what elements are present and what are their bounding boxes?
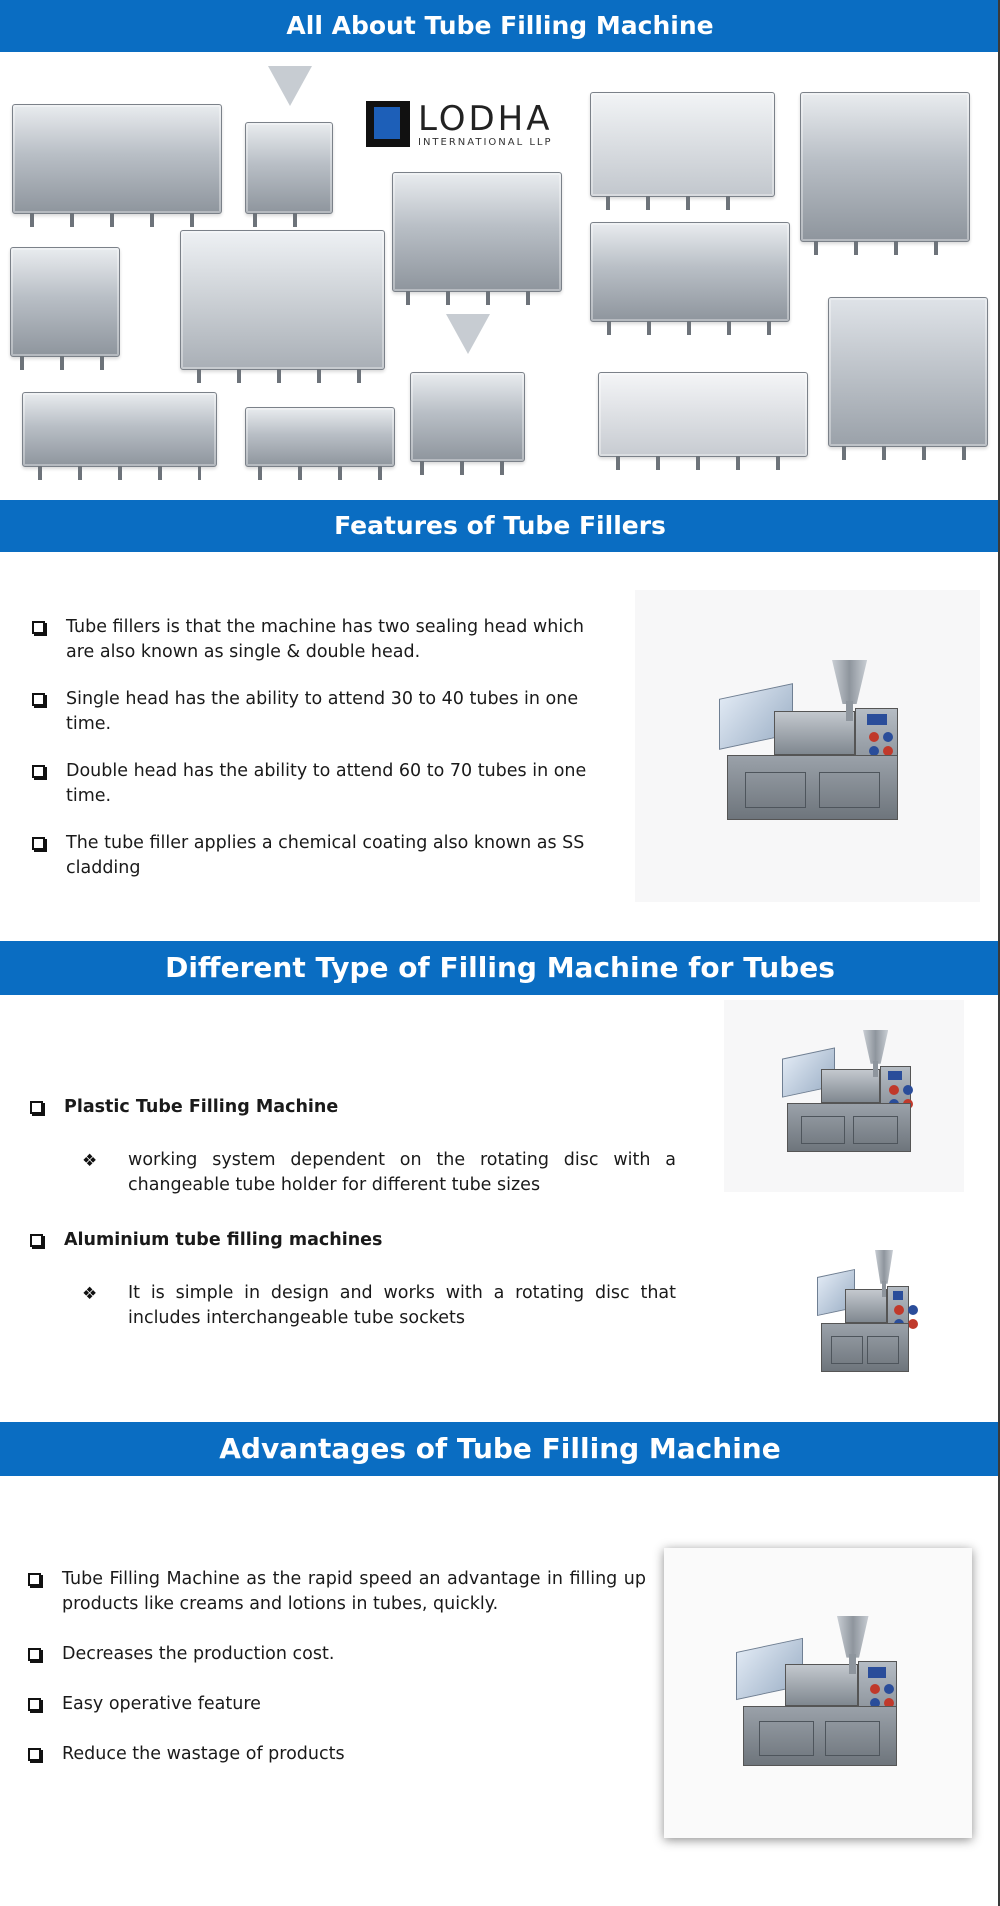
list-item [26, 1642, 646, 1667]
list-item [30, 831, 610, 881]
machine-image [598, 372, 808, 457]
four-diamond-icon: ❖ [82, 1151, 98, 1171]
type-heading: Aluminium tube filling machines [64, 1230, 383, 1250]
feature-text: The tube filler applies a chemical coating also known as SS cladding [66, 833, 585, 878]
type-detail: working system dependent on the rotating disc with a changeable tube holder for different tube sizes [128, 1150, 676, 1195]
machine-image [590, 222, 790, 322]
banner-advantages [0, 1422, 1000, 1476]
feature-text: Single head has the ability to attend 30 to 40 tubes in one time. [66, 689, 579, 734]
advantage-text: Decreases the production cost. [62, 1644, 335, 1664]
checkbox-square-icon [30, 1101, 43, 1114]
four-diamond-icon: ❖ [82, 1284, 98, 1304]
list-item [28, 1095, 676, 1120]
machine-collage [0, 52, 998, 500]
banner-types [0, 941, 1000, 995]
list-item [26, 1567, 646, 1617]
checkbox-square-icon [28, 1698, 41, 1711]
tube-filler-machine [715, 660, 910, 830]
machine-image [828, 297, 988, 447]
machine-image [590, 92, 775, 197]
aluminium-tube-filler-image [790, 1240, 930, 1390]
list-item [30, 759, 610, 809]
machine-image [410, 372, 525, 462]
banner-types-title: Different Type of Filling Machine for Tubes [165, 951, 835, 984]
hopper-icon [268, 66, 312, 106]
list-item [28, 1228, 676, 1253]
checkbox-square-icon [30, 1234, 43, 1247]
plastic-tube-filler-image [724, 1000, 964, 1192]
list-item [30, 687, 610, 737]
banner-features [0, 500, 1000, 552]
list-item [26, 1692, 646, 1717]
type-heading: Plastic Tube Filling Machine [64, 1097, 339, 1117]
list-item [30, 615, 610, 665]
banner-advantages-title: Advantages of Tube Filling Machine [219, 1432, 781, 1465]
features-list [30, 615, 610, 881]
list-item [78, 1281, 676, 1331]
machine-image [10, 247, 120, 357]
checkbox-square-icon [32, 693, 45, 706]
type-detail: It is simple in design and works with a rotating disc that includes interchangeable tube sockets [128, 1283, 676, 1328]
advantages-list [26, 1567, 646, 1767]
checkbox-square-icon [28, 1573, 41, 1586]
lodha-logo [366, 94, 576, 154]
machine-image [392, 172, 562, 292]
feature-text: Tube fillers is that the machine has two sealing head which are also known as single & double head. [66, 617, 584, 662]
machine-image [22, 392, 217, 467]
checkbox-square-icon [32, 837, 45, 850]
tube-filler-image [635, 590, 980, 902]
types-list [28, 1095, 676, 1331]
tube-filler-machine [779, 1030, 919, 1160]
machine-image [180, 230, 385, 370]
checkbox-square-icon [28, 1648, 41, 1661]
list-item [78, 1148, 676, 1198]
banner-features-title: Features of Tube Fillers [334, 511, 666, 540]
checkbox-square-icon [32, 765, 45, 778]
tube-filler-machine [815, 1250, 915, 1380]
checkbox-square-icon [28, 1748, 41, 1761]
advantages-tube-filler-image [664, 1548, 972, 1838]
machine-image [245, 122, 333, 214]
logo-subtitle: INTERNATIONAL LLP [418, 136, 553, 148]
advantage-text: Reduce the wastage of products [62, 1744, 345, 1764]
banner-about [0, 0, 1000, 52]
list-item [26, 1742, 646, 1767]
advantage-text: Tube Filling Machine as the rapid speed an advantage in filling up products like creams and lotions in tubes, quickly. [62, 1569, 646, 1614]
logo-name: LODHA [418, 98, 553, 139]
hopper-icon [446, 314, 490, 354]
machine-image [12, 104, 222, 214]
banner-about-title: All About Tube Filling Machine [286, 11, 714, 40]
checkbox-square-icon [32, 621, 45, 634]
lodha-logo-mark-icon [366, 101, 410, 147]
tube-filler-machine [732, 1616, 907, 1776]
machine-image [245, 407, 395, 467]
machine-image [800, 92, 970, 242]
advantage-text: Easy operative feature [62, 1694, 261, 1714]
feature-text: Double head has the ability to attend 60 to 70 tubes in one time. [66, 761, 587, 806]
